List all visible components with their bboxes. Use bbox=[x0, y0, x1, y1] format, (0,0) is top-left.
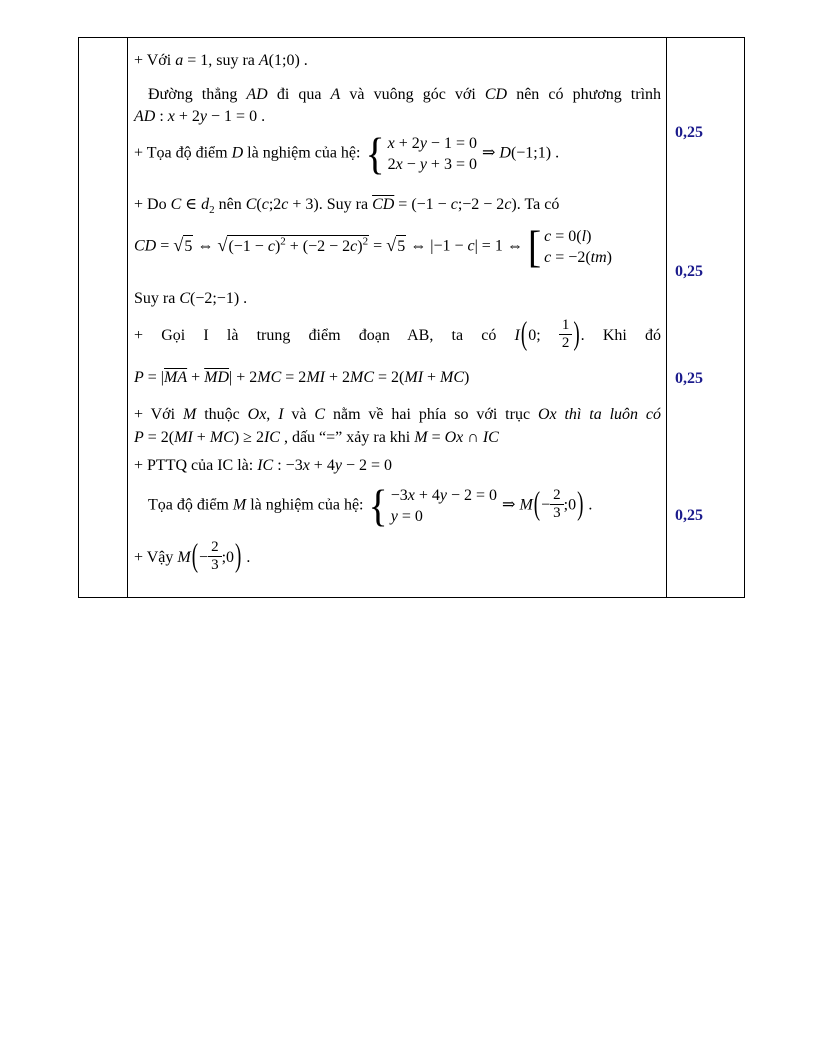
solution-line: + Tọa độ điểm D là nghiệm của hệ: { x + 2y − 1 = 0 2x − y + 3 = 0 ⇒ D(−1;1) . bbox=[134, 128, 560, 179]
solution-line: + PTTQ của IC là: IC : −3x + 4y − 2 = 0 bbox=[134, 457, 392, 474]
score-badge: 0,25 bbox=[675, 370, 703, 387]
solution-line: + Với a = 1, suy ra A(1;0) . bbox=[134, 52, 308, 69]
solution-line: + Do C ∈ $d_2$ nên C(c;2c + 3). Suy ra $\overline{CD} = (-1$ − c;−2 − 2c). Ta có bbox=[134, 196, 560, 217]
solution-line: $P = |\overline{MA} + \overline{MD}| + 2MC = 2MI + 2MC = 2(MI + MC)$ bbox=[134, 369, 470, 386]
solution-line: + Vậy M(− $\frac{2}{3}$ ;0) . bbox=[134, 538, 251, 575]
solution-column bbox=[128, 38, 667, 597]
solution-line: Tọa độ điểm M là nghiệm của hệ: { −3x + 4y − 2 = 0 y = 0 ⇒ M(− $\frac{2}{3}$ ;0) . bbox=[148, 480, 593, 531]
score-badge: 0,25 bbox=[675, 124, 703, 141]
solution-line: Suy ra C(−2;−1) . bbox=[134, 290, 248, 307]
solution-line: + Gọi I là trung điểm đoạn AB, ta có I(0; $\frac{1}{2}$ ). Khi đó bbox=[134, 316, 661, 353]
solution-line: P = 2(MI + MC) ≥ 2IC , dấu “=” xảy ra khi M = Ox ∩ IC bbox=[134, 429, 499, 446]
answer-key-table bbox=[78, 37, 745, 598]
score-badge: 0,25 bbox=[675, 263, 703, 280]
solution-line: AD : x + 2y − 1 = 0 . bbox=[134, 108, 266, 125]
solution-line: CD = √5 ⇔ $√(-1 - c)^2 + (-2 - 2c)^2 = √5$ ⇔ |−1 − c| = 1 ⇔ [ c = 0(l) c = −2(tm) bbox=[134, 221, 612, 272]
solution-line: Đường thẳng AD đi qua A và vuông góc với CD nên có phương trình bbox=[148, 86, 662, 103]
question-number-column bbox=[79, 38, 128, 597]
score-column bbox=[667, 38, 744, 597]
score-badge: 0,25 bbox=[675, 507, 703, 524]
solution-line: + Với M thuộc Ox, I và C nằm về hai phía so với trục Ox thì ta luôn có bbox=[134, 406, 662, 423]
